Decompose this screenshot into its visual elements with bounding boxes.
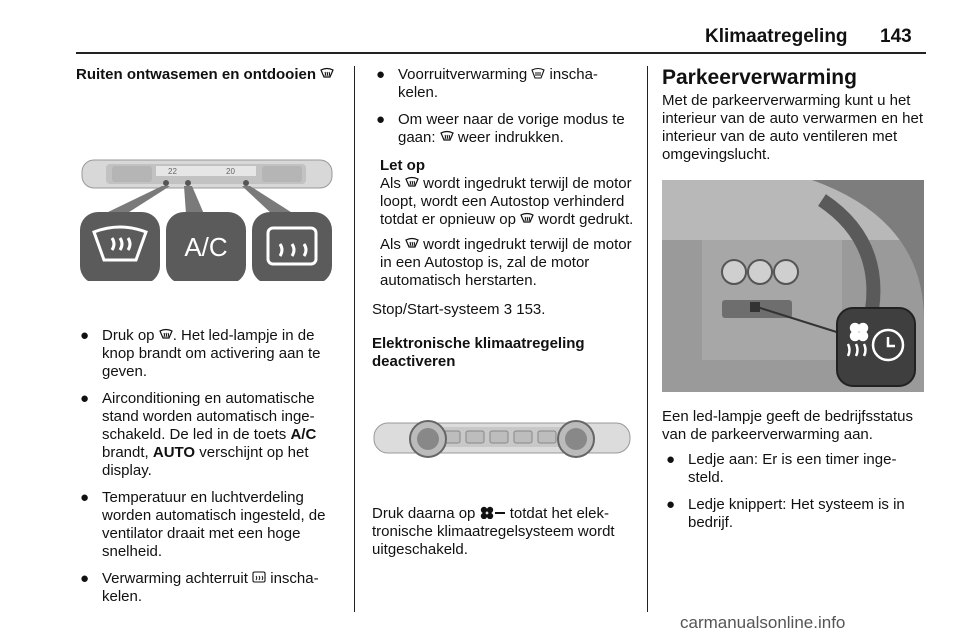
section-heading-defrost (76, 66, 346, 84)
bullet-airco (76, 390, 346, 480)
header-rule (76, 52, 926, 54)
windscreen-defrost-icon (405, 176, 419, 189)
panel-temp-right: 20 (226, 167, 235, 176)
windscreen-defrost-icon (405, 237, 419, 250)
bullet-temperature (76, 489, 346, 561)
bullet-previous-mode (372, 111, 634, 147)
bullet-dot: ● (376, 66, 386, 83)
bullet-dot: ● (80, 489, 90, 506)
section-heading-deactivate: Elektronische klimaatregeling deactiveren (372, 335, 585, 370)
windscreen-heat-icon (531, 67, 545, 80)
paragraph-deactivate (372, 505, 634, 559)
bullet-text: . Het led-lampje in de knop brandt om activering aan te geven. (102, 327, 321, 380)
note-paragraph-1 (380, 175, 634, 229)
page-number: 143 (880, 26, 912, 47)
bullet-text: inscha- kelen. (102, 570, 319, 605)
section-heading-text: Ruiten ontwasemen en ontdooien (76, 66, 317, 83)
bullet-text: Voorruitverwarming (398, 66, 532, 83)
bullet-text: Temperatuur en luchtverdeling worden automatisch ingesteld, de ventilator draait met een hoge snelheid. (102, 489, 326, 560)
bullet-text: Airconditioning en automatische stand worden automatisch inge- schakeld. De led in de toets (102, 390, 315, 443)
header-title: Klimaatregeling (705, 26, 848, 47)
bullet-text: Druk op (102, 327, 159, 344)
note-text: Als (380, 236, 406, 253)
note-block (372, 157, 634, 290)
parking-heater-photo (662, 180, 924, 392)
climate-panel-illustration (76, 146, 338, 281)
bullet-rear-heat (76, 570, 346, 606)
bullet-text: Ledje aan: Er is een timer inge- steld. (688, 451, 897, 486)
bullet-dot: ● (80, 390, 90, 407)
bullet-text: brandt, (102, 444, 153, 461)
note-heading: Let op (380, 157, 425, 174)
crossref-stop-start[interactable] (372, 301, 634, 319)
bullet-dot: ● (80, 327, 90, 344)
bullet-text: verschijnt op het display. (102, 444, 309, 479)
note-text: wordt ingedrukt terwijl de motor in een Autostop is, zal de motor automatisch herstarten. (380, 236, 632, 289)
column-1 (76, 66, 346, 606)
ac-key-label: A/C (290, 426, 317, 443)
paragraph-text: Druk daarna op (372, 505, 480, 522)
column-3 (662, 66, 926, 532)
bullet-text: Ledje knippert: Het systeem is in bedrijf. (688, 496, 905, 531)
bullet-text: Om weer naar de vorige modus te gaan: (398, 111, 625, 146)
note-paragraph-2 (380, 236, 634, 290)
windscreen-defrost-icon (159, 328, 173, 341)
bullet-press-defrost (76, 327, 346, 381)
bullet-led-blink (662, 496, 926, 532)
note-text: wordt gedrukt. (534, 211, 634, 228)
fan-off-icon (480, 506, 506, 519)
bullet-front-heat (372, 66, 634, 102)
ac-label: A/C (184, 232, 228, 262)
bullet-text: Verwarming achterruit (102, 570, 253, 587)
windscreen-defrost-icon (320, 67, 334, 80)
bullet-text: weer indrukken. (453, 129, 564, 146)
crossref-page: 153. (512, 301, 546, 318)
column-divider-2 (647, 66, 648, 612)
column-divider-1 (354, 66, 355, 612)
note-text: Als (380, 175, 406, 192)
bullet-dot: ● (666, 496, 676, 513)
bullet-text: inscha- kelen. (398, 66, 598, 101)
defrost-button-illustration (80, 212, 160, 281)
led-paragraph: Een led-lampje geeft de bedrijfsstatus van de parkeerverwarming aan. (662, 408, 913, 443)
paragraph-text: totdat het elek- tronische klimaatregelsysteem wordt uitgeschakeld. (372, 505, 615, 558)
bullet-dot: ● (376, 111, 386, 128)
column-2 (372, 66, 634, 559)
windscreen-defrost-icon (520, 212, 534, 225)
bullet-dot: ● (80, 570, 90, 587)
crossref-arrow-icon: 3 (503, 301, 513, 318)
auto-label: AUTO (152, 444, 196, 461)
panel-temp-left: 22 (168, 167, 177, 176)
rear-window-heat-icon (252, 571, 266, 584)
climate-panel-illustration-2 (372, 405, 634, 475)
intro-paragraph: Met de parkeerverwarming kunt u het interieur van de auto verwarmen en het interieur van de auto ventileren met omgevingslucht. (662, 92, 923, 163)
note-text: wordt ingedrukt terwijl de motor loopt, wordt een Autostop verhinderd totdat er opnieuw op (380, 175, 632, 228)
bullet-dot: ● (666, 451, 676, 468)
crossref-text: Stop/Start-systeem (372, 301, 504, 318)
bullet-led-on (662, 451, 926, 487)
section-heading-parking-heater: Parkeerverwarming (662, 66, 857, 89)
windscreen-defrost-icon (440, 130, 454, 143)
watermark: carmanualsonline.info (680, 613, 846, 632)
